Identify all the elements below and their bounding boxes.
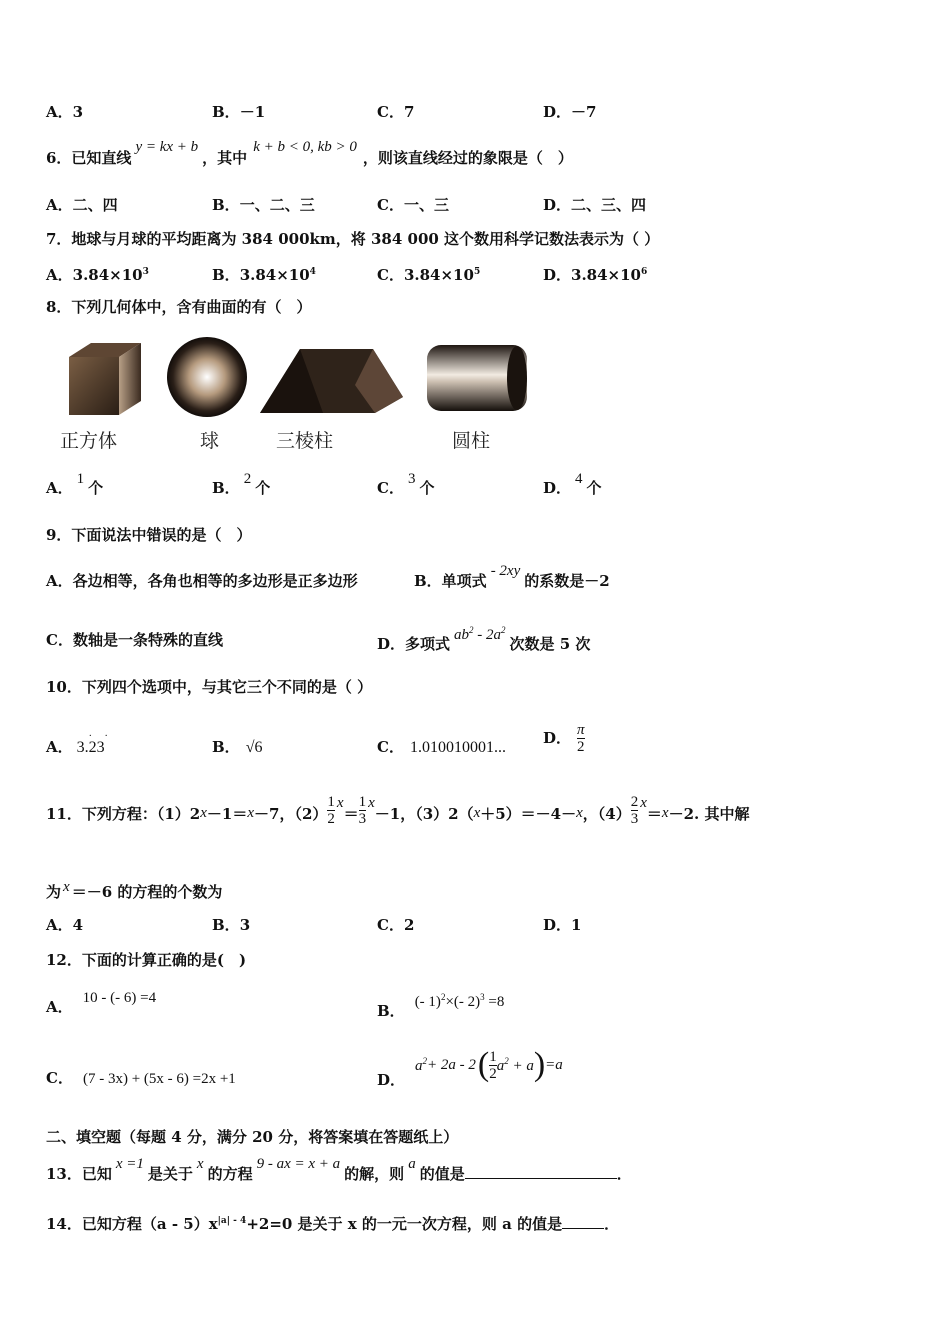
- q11-option-d: D．1: [543, 916, 582, 934]
- cube-shape: [69, 343, 141, 415]
- q6-option-a: A．二、四: [46, 196, 118, 214]
- q10-stem: 10．下列四个选项中，与其它三个不同的是（ ）: [46, 678, 373, 696]
- q10-option-c: C． 1.010010001...: [377, 738, 506, 756]
- q7-option-a: A．$3.84\times 10^3$: [46, 266, 149, 284]
- q9-option-d: D．多项式 $ab^2 - 2a^2$次数是 5 次: [377, 625, 591, 653]
- q5-option-a: A．3: [46, 103, 84, 121]
- q9-stem: 9．下面说法中错误的是（ ）: [46, 526, 252, 544]
- q7-option-c: C．$3.84\times 10^5$: [377, 266, 481, 284]
- q6-condition: k + b < 0, kb > 0: [253, 139, 357, 155]
- q10-option-a: A． · · 3.23: [46, 731, 113, 756]
- q10-option-b: B． √6: [212, 738, 263, 756]
- q5-option-b: B．－1: [212, 103, 266, 121]
- section-2-header: 二、填空题（每题 4 分，满分 20 分，将答案填在答题纸上）: [46, 1128, 459, 1146]
- q11-stem-line2: 为 x ＝－6 的方程的个数为: [46, 879, 223, 901]
- triangular-prism-shape: [260, 349, 403, 413]
- q6-option-c: C．一、三: [377, 196, 449, 214]
- q10-option-d: D． $\frac{\pi}{2}$: [543, 722, 585, 755]
- q11-option-a: A．4: [46, 916, 84, 934]
- caption-cylinder: 圆柱: [452, 430, 491, 452]
- q6-stem: 6．已知直线y = kx + b，其中k + b < 0, kb > 0，则该直线经过的象限是（ ）: [46, 139, 573, 167]
- q13-answer-blank[interactable]: [465, 1178, 617, 1179]
- q13-stem: 13．已知x =1是关于x的方程9 - ax = x + a的解，则a的值是 ．: [46, 1156, 632, 1183]
- q8-option-d: D． 4 个: [543, 471, 602, 497]
- caption-prism: 三棱柱: [276, 430, 334, 452]
- q11-stem-line1: 11．下列方程：（1）2 x －1＝ x －7，（2） $\frac{1}{2}$ x ＝ $\frac{1}{3}$ x －1，（3）2（ x ＋5）＝－4－ x ，（4） $\frac{2}{3}$ x ＝ x －2. 其中解: [46, 794, 750, 827]
- q5-option-d: D．－7: [543, 103, 597, 121]
- q9-option-b: B．单项式- 2xy的系数是－2: [414, 563, 610, 590]
- q8-stem: 8．下列几何体中，含有曲面的有（ ）: [46, 298, 312, 316]
- q7-stem: 7．地球与月球的平均距离为 384 000km，将 384 000 这个数用科学记数法表示为（ ）: [46, 230, 660, 248]
- sphere-shape: [167, 337, 247, 417]
- q8-option-c: C． 3 个: [377, 471, 435, 497]
- q5-option-c: C．7: [377, 103, 415, 121]
- q12-stem: 12．下面的计算正确的是( ): [46, 951, 247, 969]
- q8-option-a: A． 1 个: [46, 471, 104, 497]
- q9-option-a: A．各边相等，各角也相等的多边形是正多边形: [46, 572, 358, 590]
- caption-sphere: 球: [200, 430, 220, 452]
- q8-figure: [55, 335, 545, 425]
- q9-option-c: C．数轴是一条特殊的直线: [46, 631, 223, 649]
- q6-option-d: D．二、三、四: [543, 196, 647, 214]
- q12-option-a: A． 10 - (- 6) =4: [46, 990, 157, 1016]
- q14-stem: 14．已知方程$(a - 5)x^{|a| - 4}+2=0$ 是关于 x 的一元一次方程，则 a 的值是 ．: [46, 1215, 620, 1233]
- q11-option-b: B．3: [212, 916, 251, 934]
- q14-answer-blank[interactable]: [562, 1228, 604, 1229]
- q11-option-c: C．2: [377, 916, 415, 934]
- q8-option-b: B． 2 个: [212, 471, 271, 497]
- q12-option-d: D． $a^2$ + 2a - 2 ( $\frac{1}{2}$ $a^2 + a$ ) =a: [377, 1046, 563, 1089]
- q7-option-b: B．$3.84\times 10^4$: [212, 266, 316, 284]
- q12-option-c: C． (7 - 3x) + (5x - 6) =2x +1: [46, 1069, 236, 1087]
- q12-option-b: B． (- 1)$^2$×(- 2)$^3$ =8: [377, 992, 505, 1020]
- caption-cube: 正方体: [60, 430, 118, 452]
- q6-option-b: B．一、二、三: [212, 196, 315, 214]
- cylinder-shape: [427, 345, 527, 411]
- q7-option-d: D．$3.84\times 10^6$: [543, 266, 648, 284]
- q6-line-equation: y = kx + b: [135, 139, 199, 155]
